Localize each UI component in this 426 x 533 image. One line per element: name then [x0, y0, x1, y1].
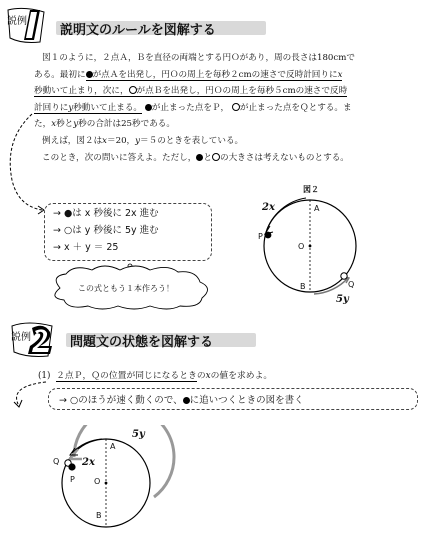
- section2-badge-kana2: 例: [21, 332, 31, 343]
- section1-badge-kana2: 例: [17, 16, 27, 27]
- white-dot-icon: [212, 153, 220, 161]
- problem-line-1: 図１のように，２点Ａ，Ｂを直径の両端とする円Ｏがあり，周の長さは180cmで: [42, 53, 355, 63]
- figure3-label-P: P: [70, 475, 75, 484]
- hint-box: [48, 388, 418, 410]
- figure2-arc-p-label: 2x: [262, 202, 275, 213]
- figure2-label-P: P: [258, 232, 263, 241]
- figure3-label-A: A: [110, 442, 116, 451]
- problem-line-4: 計回りにy秒動いて止まる。 が止まった点をＰ， が止まった点をＱとする。ま: [34, 102, 352, 113]
- section1-title: 説明文のルールを図解する: [60, 23, 216, 38]
- figure3-label-Q: Q: [53, 457, 60, 466]
- figure3-label-B: B: [96, 511, 102, 520]
- memo-line-1: → ●は x 秒後に 2x 進む: [53, 208, 159, 219]
- figure3: [44, 425, 214, 530]
- figure3-arc-p-label: 2x: [82, 457, 95, 468]
- hint-text: → ○のほうが速く動くので、 に追いつくときの図を書く: [59, 395, 304, 406]
- figure3-label-O: O: [94, 477, 101, 486]
- problem-line-2: ある。最初に が点Ａを出発し，円Ｏの周上を毎秒２cmの速さで反時計回りにx: [34, 69, 343, 80]
- figure3-arc-q-label: 5y: [132, 429, 145, 440]
- section2-badge-kana: 説: [11, 332, 21, 343]
- figure2-label-Q: Q: [348, 280, 355, 289]
- section2-title: 問題文の状態を図解する: [70, 335, 214, 350]
- memo-box: [44, 203, 212, 261]
- black-dot-icon: [86, 71, 93, 78]
- problem-line-3: 秒動いて止まり，次に， が点Ｂを出発し，円Ｏの周上を毎秒５cmの速さで反時: [34, 86, 348, 97]
- memo-line-3: → x ＋ y ＝ 25: [53, 242, 119, 253]
- question-number: (1): [38, 371, 51, 381]
- section1-header: [4, 4, 424, 46]
- problem-text: [34, 50, 418, 166]
- black-dot-icon: [183, 397, 190, 404]
- memo-line-2: → ○は y 秒後に 5y 進む: [53, 225, 159, 236]
- figure2: [248, 185, 368, 310]
- cloud-text: この式ともう１本作ろう！: [78, 284, 174, 293]
- black-dot-icon: [145, 104, 152, 111]
- figure2-arc-q-label: 5y: [336, 294, 349, 305]
- problem-line-6: 例えば，図２はx＝20，y＝５のときを表している。: [42, 135, 244, 146]
- section2-header: [8, 318, 426, 360]
- figure2-label-B: B: [300, 282, 306, 291]
- section1-badge-kana: 説: [7, 16, 17, 27]
- figure2-label-O: O: [298, 242, 305, 251]
- figure2-label-A: A: [314, 204, 320, 213]
- question-underlined: ２点Ｐ，Ｑの位置が同じになるとき: [56, 371, 197, 381]
- problem-line-5: た，x秒とy秒の合計は25秒である。: [34, 119, 175, 130]
- figure2-caption: 図２: [303, 185, 319, 194]
- question-1: (1) ２点Ｐ，Ｑの位置が同じになるときのxの値を求めよ。: [38, 371, 273, 381]
- white-dot-icon: [232, 103, 240, 111]
- white-dot-icon: [129, 86, 137, 94]
- problem-line-7: このとき，次の問いに答えよ。ただし， と の大きさは考えないものとする。: [42, 152, 349, 163]
